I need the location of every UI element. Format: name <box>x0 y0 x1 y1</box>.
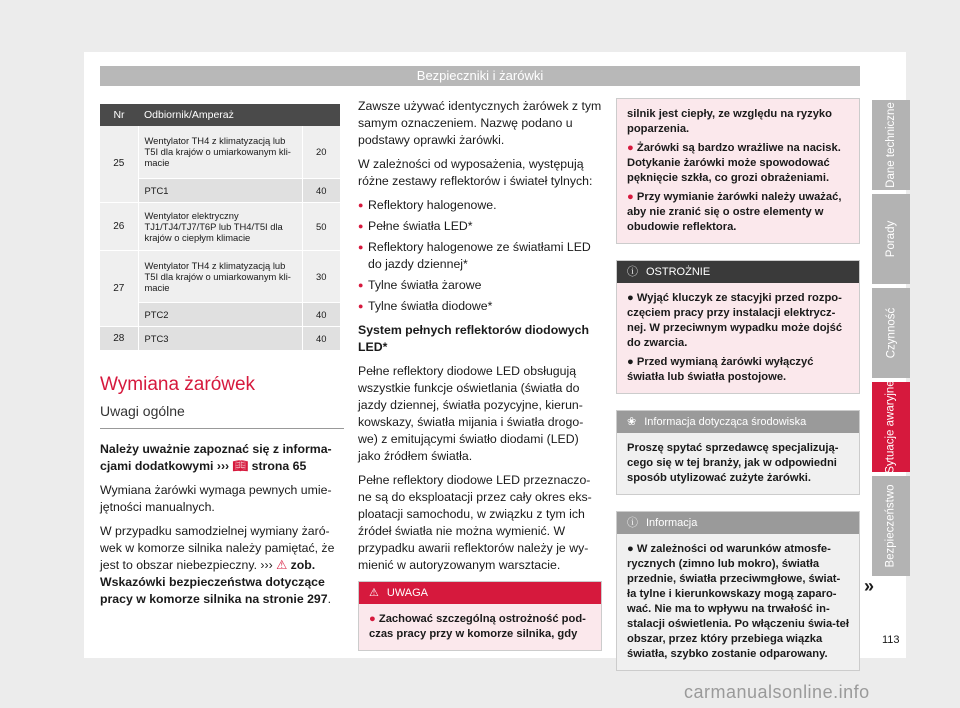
leaf-icon: ❀ <box>627 416 637 428</box>
table-row <box>100 250 340 302</box>
cell-nr: 28 <box>100 326 138 350</box>
cell-desc: PTC3 <box>138 326 302 350</box>
tab-porady[interactable] <box>872 194 910 284</box>
paragraph: Zawsze używać identycznych żarówek z tym samym oznaczeniem. Nazwę podano u podstawy oprawki żarówki. <box>358 99 602 147</box>
cell-desc: Wentylator TH4 z klimatyzacją lub T5I dla krajów o umiarkowanym kli-macie <box>138 126 302 178</box>
tab-label: Dane techniczne <box>885 102 898 188</box>
caution-header <box>617 261 859 283</box>
info-box <box>616 511 860 671</box>
warning-text: ● Żarówki są bardzo wrażliwe na nacisk. Dotykanie żarówki może spowodować pęknięcie szkła, co grozi obrażeniami. <box>627 141 849 186</box>
list-item: ● Reflektory halogenowe. <box>358 197 602 214</box>
environment-label: Informacja dotycząca środowiska <box>644 416 807 428</box>
fuse-table <box>100 104 340 351</box>
cell-desc: PTC2 <box>138 302 302 326</box>
tab-bezpieczenstwo[interactable] <box>872 476 910 576</box>
paragraph: Pełne reflektory diodowe LED przeznaczo-ne są do eksploatacji przez cały okres eks-ploatacji samochodu, w związku z tym ich źródeł światła nie można wymienić. W przypadku awarii reflektorów należy je wy-mienić w autoryzowanym warsztacie. <box>358 473 592 572</box>
caution-body <box>617 283 859 393</box>
table-row <box>100 202 340 250</box>
left-column <box>100 376 344 615</box>
tab-label: Czynność <box>885 307 897 359</box>
tab-label: Sytuacje awaryjne <box>885 380 898 474</box>
paragraph <box>100 523 344 608</box>
cell-nr: 26 <box>100 202 138 250</box>
cell-amp: 30 <box>302 250 340 302</box>
tab-label: Bezpieczeństwo <box>885 484 898 568</box>
cell-amp: 50 <box>302 202 340 250</box>
paragraph: W zależności od wyposażenia, występują różne zestawy reflektorów i świateł tylnych: <box>358 157 593 188</box>
environment-box <box>616 410 860 495</box>
tab-dane-techniczne[interactable] <box>872 100 910 190</box>
list-item: ● Pełne światła LED* <box>358 218 602 235</box>
continue-arrow: » <box>864 576 875 596</box>
table-row <box>100 126 340 178</box>
info-header <box>617 512 859 534</box>
table-row <box>100 326 340 350</box>
warning-text: ● Przy wymianie żarówki należy uważać, aby nie zranić się o ostre elementy w obudowie reflektora. <box>627 190 849 235</box>
cell-amp: 40 <box>302 178 340 202</box>
environment-header <box>617 411 859 433</box>
safety-ref-link[interactable]: zob. Wskazówki bezpieczeństwa dotyczące pracy w komorze silnika na stronie 297 <box>100 558 328 606</box>
paragraph-text: W przypadku samodzielnej wymiany żaró-wek w komorze silnika należy pamiętać, że jest to obszar niebezpieczny. ››› <box>100 524 335 572</box>
info-icon: ⓘ <box>627 517 638 529</box>
info-body <box>617 534 859 670</box>
page-header: Bezpieczniki i żarówki <box>100 66 860 86</box>
col-header-nr: Nr <box>100 104 138 126</box>
caution-text: ● Przed wymianą żarówki wyłączyć światła lub światła postojowe. <box>627 355 849 385</box>
warning-continued-body <box>617 99 859 243</box>
period: . <box>327 592 332 606</box>
table-header-row <box>100 104 340 126</box>
cell-desc: Wentylator elektryczny TJ1/TJ4/TJ7/T6P lub TH4/T5I dla krajów o ciepłym klimacie <box>138 202 302 250</box>
warning-triangle-icon: ⚠ <box>276 558 288 572</box>
section-title: Wymiana żarówek <box>100 374 256 395</box>
list-item: ● Reflektory halogenowe ze światłami LED do jazdy dziennej* <box>358 239 602 273</box>
side-tabs <box>872 100 910 580</box>
tab-sytuacje-awaryjne[interactable] <box>872 382 910 472</box>
info-label: Informacja <box>646 517 698 529</box>
page-ref-link[interactable]: strona 65 <box>251 459 307 473</box>
caution-box <box>616 260 860 394</box>
environment-text: Proszę spytać sprzedawcę specjalizują-cego się w tej branży, jak w odpowiedni sposób utylizować zużyte żarówki. <box>627 442 839 484</box>
subheading: System pełnych reflektorów diodowych LED* <box>358 323 589 354</box>
list-item: ● Tylne światła diodowe* <box>358 298 602 315</box>
caution-label: OSTROŻNIE <box>646 266 711 278</box>
list-item: ● Tylne światła żarowe <box>358 277 602 294</box>
col-header-desc: Odbiornik/Amperaż <box>138 104 340 126</box>
cell-desc: Wentylator TH4 z klimatyzacją lub T5I dla krajów o umiarkowanym kli-macie <box>138 250 302 302</box>
tab-czynnosc[interactable] <box>872 288 910 378</box>
cell-amp: 20 <box>302 126 340 178</box>
cell-amp: 40 <box>302 302 340 326</box>
info-text: ● W zależności od warunków atmosfe-rycznych (zimno lub mokro), światła przednie, światła przeciwmgłowe, świat-ła tylne i kierunkowskazy mogą zaparo-wać. Nie ma to wpływu na trwałość in-stalacji oświetlenia. Po włączeniu świa-teł obszar, przez który przebiega wiązka światła, szybko zostanie odparowany. <box>627 542 849 662</box>
cell-amp: 40 <box>302 326 340 350</box>
warning-text: silnik jest ciepły, ze względu na ryzyko poparzenia. <box>627 108 832 135</box>
intro-text: Należy uważnie zapoznać się z informa-cjami dodatkowymi ››› <box>100 442 332 473</box>
book-icon: 📖︎ <box>232 459 249 473</box>
sub-title: Uwagi ogólne <box>100 403 344 429</box>
paragraph: Pełne reflektory diodowe LED obsługują wszystkie funkcje oświetlania (światła do jazdy dziennej, światła pozycyjne, kierun-kowskazy, światła mijania i światła drogo-we) z emitującymi światło diodami (LED) jako źródłem światła. <box>358 364 584 463</box>
warning-text: ● Zachować szczególną ostrożność pod-czas pracy przy w komorze silnika, gdy <box>369 612 591 642</box>
middle-column <box>358 98 602 651</box>
cell-nr: 27 <box>100 250 138 326</box>
right-column <box>616 98 860 671</box>
warning-continued-box <box>616 98 860 244</box>
watermark: carmanualsonline.info <box>684 682 870 702</box>
tab-label: Porady <box>885 220 897 258</box>
warning-header <box>359 582 601 604</box>
page-number: 113 <box>882 634 900 646</box>
warning-triangle-icon: ⚠ <box>369 587 379 599</box>
paragraph: Wymiana żarówki wymaga pewnych umie-jętności manualnych. <box>100 483 332 514</box>
cell-desc: PTC1 <box>138 178 302 202</box>
caution-text: ● Wyjąć kluczyk ze stacyjki przed rozpo-częciem pracy przy instalacji elektrycz-nej. W przeciwnym wypadku może dojść do zwarcia. <box>627 291 849 351</box>
warning-box <box>358 581 602 651</box>
headlight-list <box>358 197 602 315</box>
paragraph-intro <box>100 441 344 475</box>
warning-body <box>359 604 601 650</box>
cell-nr: 25 <box>100 126 138 202</box>
warning-label: UWAGA <box>386 587 429 599</box>
exclamation-circle-icon: ⓘ <box>627 266 638 278</box>
environment-body <box>617 433 859 494</box>
